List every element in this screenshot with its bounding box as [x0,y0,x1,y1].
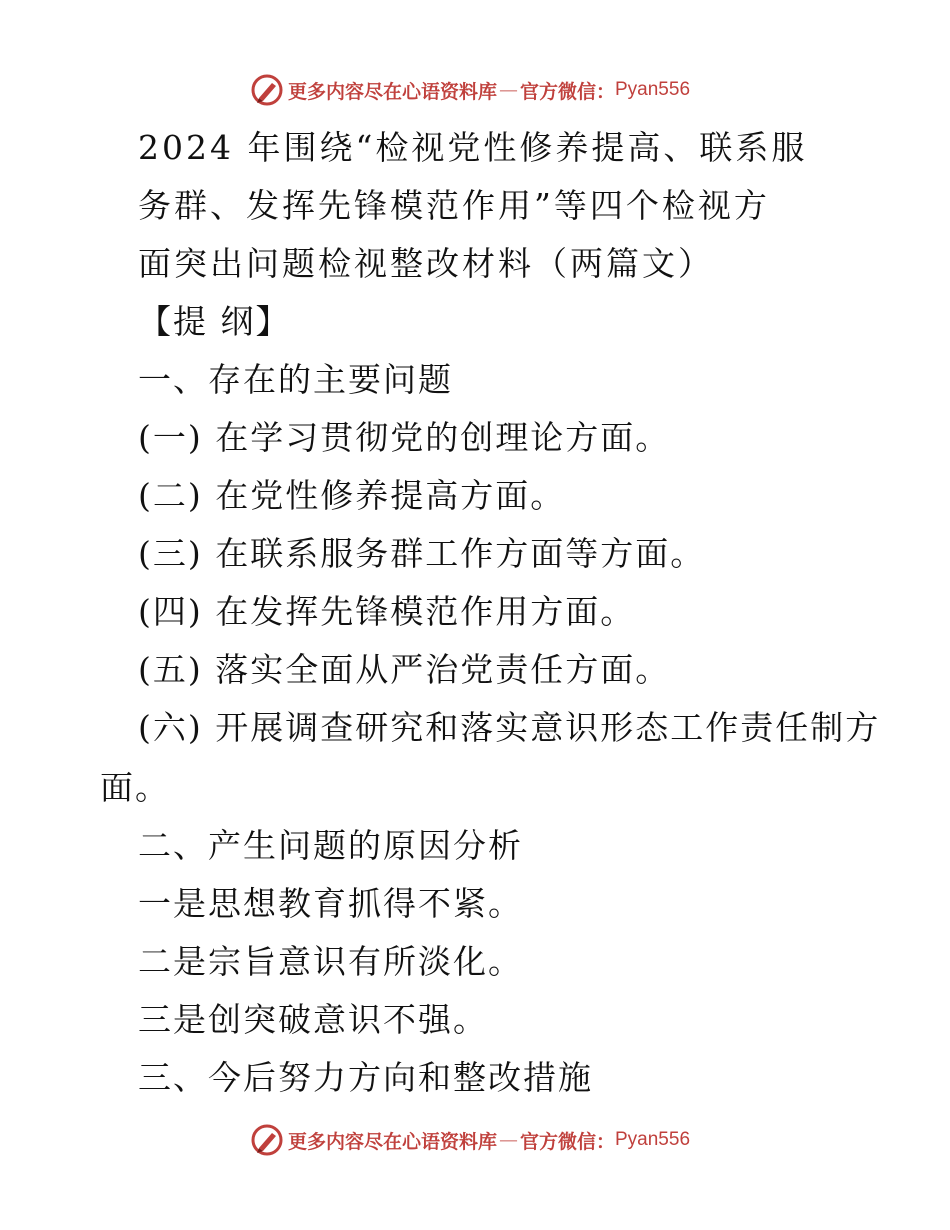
section-2-item-2: 二是宗旨意识有所淡化。 [138,942,523,981]
section-1-heading: 一、存在的主要问题 [138,360,453,399]
section-1-item-4: (四) 在发挥先锋模范作用方面。 [138,592,636,631]
banner-separator: — [498,79,518,101]
pen-logo-icon [250,73,284,107]
banner-text: 更多内容尽在心语资料库 [287,80,497,103]
section-2-item-1: 一是思想教育抓得不紧。 [138,884,523,923]
header-watermark-banner [0,70,950,110]
document-title-line-3: 面突出问题检视整改材料（两篇文） [138,244,714,283]
section-1-item-6-continuation: 面。 [100,768,170,807]
banner-sub: 官方微信： [519,80,615,103]
section-3-heading: 三、今后努力方向和整改措施 [138,1058,593,1097]
section-1-item-1: (一) 在学习贯彻党的创理论方面。 [138,418,671,457]
banner-sub: 官方微信： [519,1130,615,1153]
pen-logo-icon [250,1123,284,1157]
section-1-item-6: (六) 开展调查研究和落实意识形态工作责任制方 [138,708,881,747]
footer-watermark-banner [0,1120,950,1160]
section-1-item-5: (五) 落实全面从严治党责任方面。 [138,650,671,689]
banner-text: 更多内容尽在心语资料库 [287,1130,497,1153]
outline-heading: 【提 纲】 [138,302,291,341]
banner-id: Pyan556 [615,79,691,100]
section-1-item-3: (三) 在联系服务群工作方面等方面。 [138,534,706,573]
section-2-item-3: 三是创突破意识不强。 [138,1000,488,1039]
section-1-item-2: (二) 在党性修养提高方面。 [138,476,566,515]
document-title-line-1: 2024 年围绕“检视党性修养提高、联系服 [138,128,808,167]
section-2-heading: 二、产生问题的原因分析 [138,826,523,865]
banner-separator: — [498,1129,518,1151]
document-title-line-2: 务群、发挥先锋模范作用”等四个检视方 [138,186,770,225]
banner-id: Pyan556 [615,1129,691,1150]
